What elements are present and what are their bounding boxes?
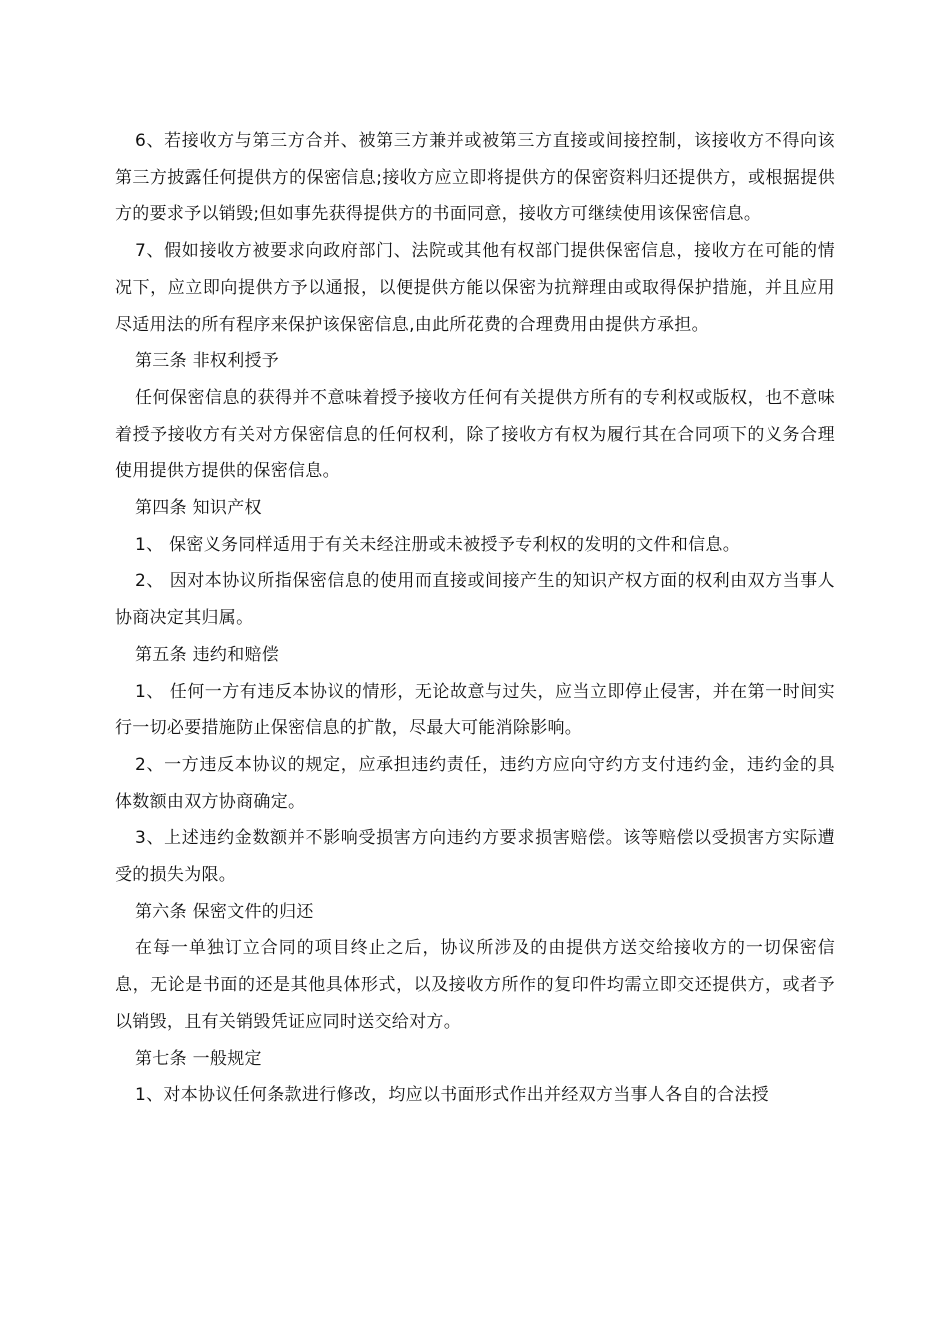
- clause-paragraph: 2、一方违反本协议的规定，应承担违约责任，违约方应向守约方支付违约金，违约金的具体数额由双方协商确定。: [115, 754, 835, 812]
- clause-paragraph: 2、 因对本协议所指保密信息的使用而直接或间接产生的知识产权方面的权利由双方当事人协商决定其归属。: [115, 571, 835, 629]
- document-body: [115, 123, 835, 1114]
- clause-paragraph: 1、对本协议任何条款进行修改，均应以书面形式作出并经双方当事人各自的合法授: [135, 1085, 769, 1106]
- article-heading: 第五条 违约和赔偿: [135, 644, 280, 665]
- article-heading: 第四条 知识产权: [135, 498, 262, 519]
- clause-paragraph: 1、 任何一方有违反本协议的情形，无论故意与过失，应当立即停止侵害，并在第一时间实行一切必要措施防止保密信息的扩散，尽最大可能消除影响。: [115, 681, 835, 739]
- clause-paragraph: 任何保密信息的获得并不意味着授予接收方任何有关提供方所有的专利权或版权，也不意味着授予接收方有关对方保密信息的任何权利，除了接收方有权为履行其在合同项下的义务合理使用提供方提供的保密信息。: [115, 387, 835, 482]
- clause-paragraph: 6、若接收方与第三方合并、被第三方兼并或被第三方直接或间接控制，该接收方不得向该第三方披露任何提供方的保密信息;接收方应立即将提供方的保密资料归还提供方，或根据提供方的要求予以销毁;但如事先获得提供方的书面同意，接收方可继续使用该保密信息。: [115, 131, 835, 225]
- article-heading: 第三条 非权利授予: [135, 351, 280, 372]
- clause-paragraph: 在每一单独订立合同的项目终止之后，协议所涉及的由提供方送交给接收方的一切保密信息，无论是书面的还是其他具体形式，以及接收方所作的复印件均需立即交还提供方，或者予以销毁，且有关销毁凭证应同时送交给对方。: [115, 938, 835, 1032]
- clause-paragraph: 1、 保密义务同样适用于有关未经注册或未被授予专利权的发明的文件和信息。: [135, 534, 741, 555]
- article-heading: 第六条 保密文件的归还: [135, 901, 314, 922]
- clause-paragraph: 7、假如接收方被要求向政府部门、法院或其他有权部门提供保密信息，接收方在可能的情况下，应立即向提供方予以通报，以便提供方能以保密为抗辩理由或取得保护措施，并且应用尽适用法的所有程序来保护该保密信息,由此所花费的合理费用由提供方承担。: [115, 241, 835, 335]
- article-heading: 第七条 一般规定: [135, 1048, 262, 1069]
- clause-paragraph: 3、上述违约金数额并不影响受损害方向违约方要求损害赔偿。该等赔偿以受损害方实际遭受的损失为限。: [115, 828, 835, 886]
